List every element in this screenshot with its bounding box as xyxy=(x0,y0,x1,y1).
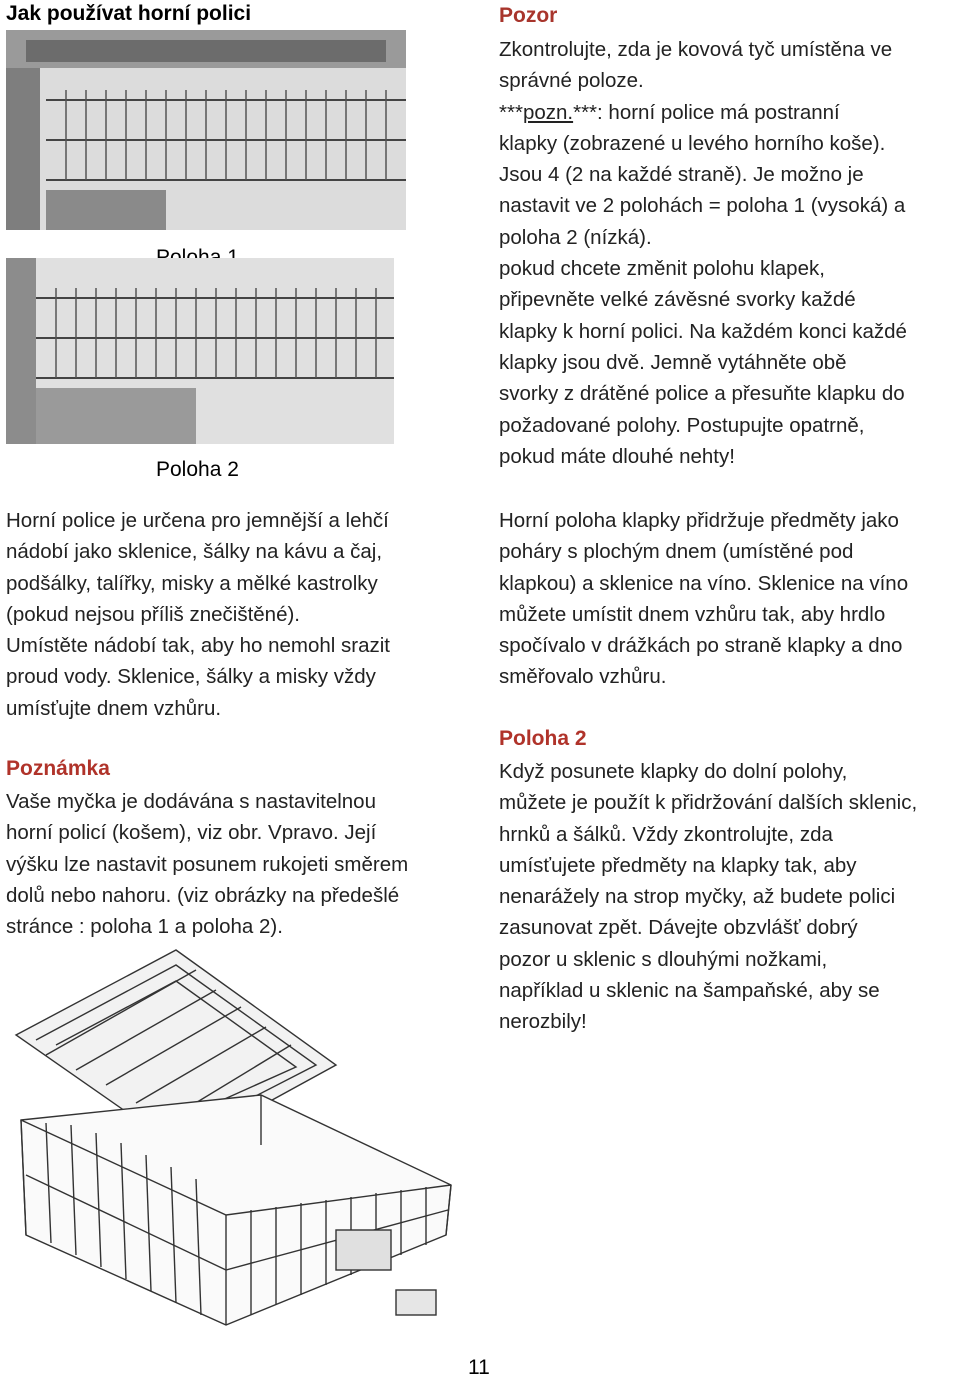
text-line: směřovalo vzhůru. xyxy=(499,665,667,689)
text-line: horní policí (košem), viz obr. Vpravo. Její xyxy=(6,821,377,845)
text-line: pokud máte dlouhé nehty! xyxy=(499,444,735,468)
text-line: poháry s plochým dnem (umístěné pod xyxy=(499,540,854,564)
note-heading: Poznámka xyxy=(6,757,110,780)
pozor-heading: Pozor xyxy=(499,4,558,27)
text-line: nerozbily! xyxy=(499,1010,587,1034)
text-line: výšku lze nastavit posunem rukojeti směrem xyxy=(6,852,409,876)
text-line: Když posunete klapky do dolní polohy, xyxy=(499,760,848,783)
text-line: stránce : poloha 1 a poloha 2). xyxy=(6,915,283,939)
text-line: klapky k horní polici. Na každém konci každé xyxy=(499,319,907,343)
text-line: můžete umístit dnem vzhůru tak, aby hrdlo xyxy=(499,602,886,626)
text-line: klapky (zobrazené u levého horního koše). xyxy=(499,131,886,155)
text-line: Vaše myčka je dodávána s nastavitelnou xyxy=(6,790,376,813)
text-line: proud vody. Sklenice, šálky a misky vždy xyxy=(6,665,376,689)
position-2-heading: Poloha 2 xyxy=(499,727,587,750)
text-line: Horní poloha klapky přidržuje předměty jako xyxy=(499,509,899,532)
intro-paragraph xyxy=(6,505,476,724)
text-line: (pokud nejsou příliš znečištěné). xyxy=(6,602,300,626)
rack-photo-position-2 xyxy=(6,258,394,444)
text-line: nádobí jako sklenice, šálky na kávu a čaj, xyxy=(6,540,383,564)
text-line: Jsou 4 (2 na každé straně). Je možno je xyxy=(499,163,864,187)
note-paragraph xyxy=(6,786,476,942)
text-line: požadované polohy. Postupujte opatrně, xyxy=(499,413,865,437)
text-line xyxy=(499,97,959,128)
text-line: nastavit ve 2 polohách = poloha 1 (vysoká) a xyxy=(499,194,906,218)
page-title: Jak používat horní polici xyxy=(6,2,252,25)
text-line: klapky jsou dvě. Jemně vytáhněte obě xyxy=(499,350,847,374)
text-line: poloha 2 (nízká). xyxy=(499,225,652,249)
text-line: Horní police je určena pro jemnější a lehčí xyxy=(6,509,389,532)
upper-position-paragraph xyxy=(499,505,959,693)
note-link[interactable]: pozn. xyxy=(522,100,574,124)
text-line: umísťujete předměty na klapky tak, aby xyxy=(499,853,857,877)
text-line: správné poloze. xyxy=(499,69,644,93)
text-line: klapkou) a sklenice na víno. Sklenice na víno xyxy=(499,571,909,595)
text-line: zasunovat zpět. Dávejte obzvlášť dobrý xyxy=(499,916,858,940)
note-prefix: *** xyxy=(499,100,523,124)
position-2-paragraph xyxy=(499,756,959,1038)
text-line: dolů nebo nahoru. (viz obrázky na předešlé xyxy=(6,883,400,907)
text-line: spočívalo v drážkách po straně klapky a dno xyxy=(499,634,903,658)
text-line: nenarážely na strop myčky, až budete polici xyxy=(499,885,896,909)
text-line: hrnků a šálků. Vždy zkontrolujte, zda xyxy=(499,822,833,846)
text-line: například u sklenic na šampaňské, aby se xyxy=(499,979,880,1003)
text-line: umísťujte dnem vzhůru. xyxy=(6,696,222,720)
page-number: 11 xyxy=(468,1356,490,1379)
text-line: připevněte velké závěsné svorky každé xyxy=(499,288,856,312)
text-line: Zkontrolujte, zda je kovová tyč umístěna ve xyxy=(499,38,893,61)
rack-photo-position-1 xyxy=(6,30,406,230)
text-line: Umístěte nádobí tak, aby ho nemohl srazit xyxy=(6,634,391,658)
text-line: pokud chcete změnit polohu klapek, xyxy=(499,257,825,281)
note-suffix: ***: horní police má postranní xyxy=(573,100,840,124)
text-line: pozor u sklenic s dlouhými nožkami, xyxy=(499,947,828,971)
text-line: podšálky, talířky, misky a mělké kastrolky xyxy=(6,571,378,595)
text-line: svorky z drátěné police a přesuňte klapku do xyxy=(499,382,905,406)
text-line: můžete je použít k přidržování dalších sklenic, xyxy=(499,791,918,815)
rack-flap-diagram xyxy=(6,945,456,1335)
pozor-paragraph xyxy=(499,34,959,472)
caption-position-2: Poloha 2 xyxy=(156,458,239,481)
